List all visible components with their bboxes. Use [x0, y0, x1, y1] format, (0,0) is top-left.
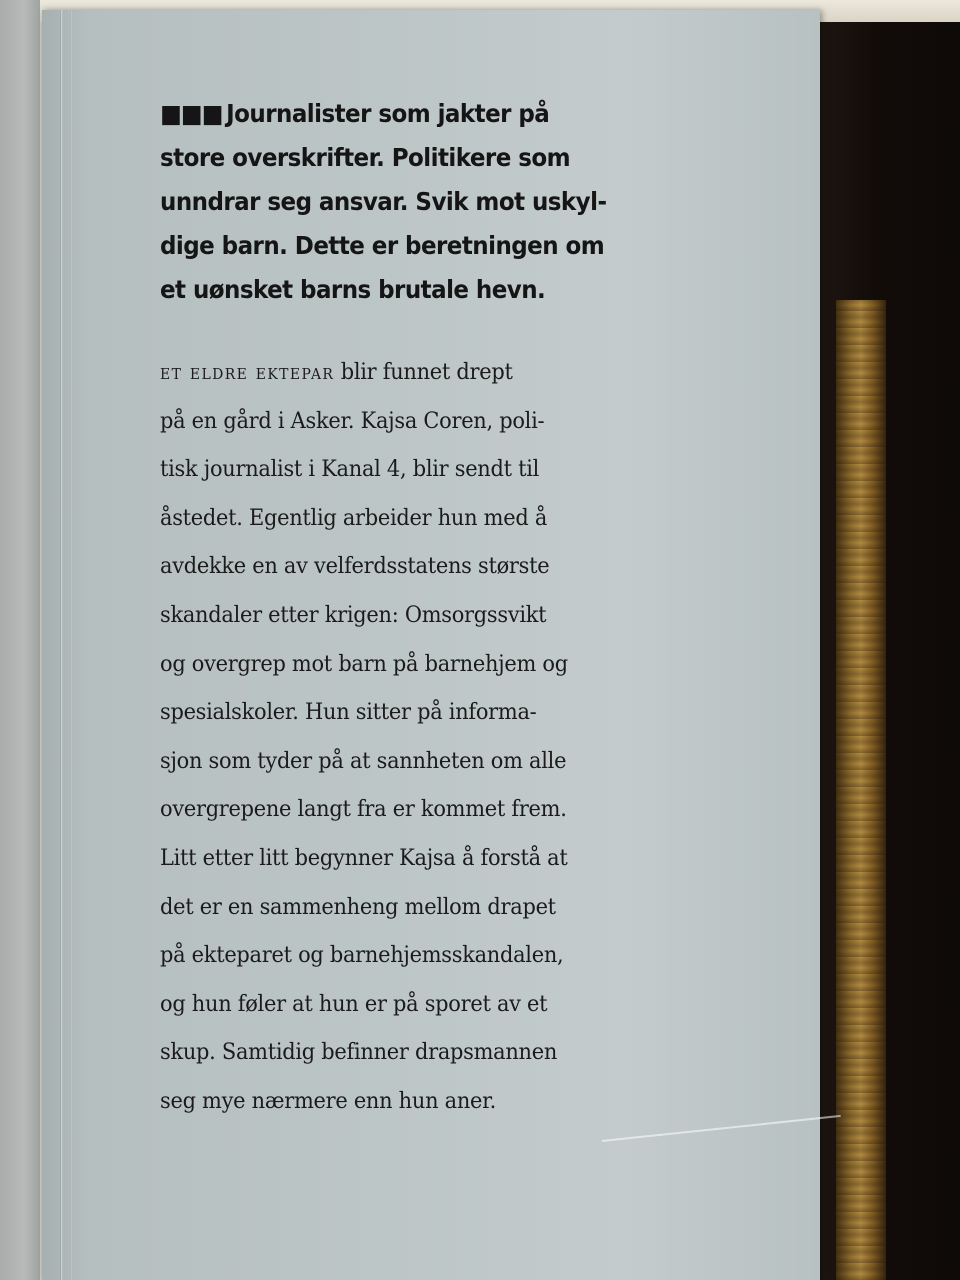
book-spine-edge — [0, 0, 40, 1280]
book-cover-dark — [820, 22, 960, 1280]
synopsis-line: seg mye nærmere enn hun aner. — [160, 1087, 496, 1114]
synopsis-line: tisk journalist i Kanal 4, blir sendt til — [160, 456, 540, 483]
flap-fold-line-inner — [70, 10, 72, 1280]
flap-text — [160, 92, 720, 1126]
lede-line: ■■■ Journalister som jakter på — [160, 99, 550, 128]
square-marks-icon: ■■■ — [160, 99, 223, 128]
synopsis-line: sjon som tyder på at sannheten om alle — [160, 747, 567, 774]
flap-fold-line — [60, 10, 63, 1280]
synopsis-line: på en gård i Asker. Kajsa Coren, poli- — [160, 407, 545, 434]
synopsis-line: skandaler etter krigen: Omsorgssvikt — [160, 601, 547, 628]
synopsis-line: åstedet. Egentlig arbeider hun med å — [160, 504, 548, 531]
lede-line: store overskrifter. Politikere som — [160, 143, 571, 172]
synopsis-line: overgrepene langt fra er kommet frem. — [160, 796, 567, 823]
synopsis-line: på ekteparet og barnehjemsskandalen, — [160, 942, 564, 969]
lede-paragraph — [160, 92, 712, 312]
synopsis-line: spesialskoler. Hun sitter på informa- — [160, 699, 537, 726]
synopsis-line: et eldre ektepar blir funnet drept — [160, 359, 513, 385]
synopsis-line: og hun føler at hun er på sporet av et — [160, 990, 548, 1017]
lede-line: et uønsket barns brutale hevn. — [160, 275, 546, 304]
synopsis-line: avdekke en av velferdsstatens største — [160, 553, 550, 580]
synopsis-line: skup. Samtidig befinner drapsmannen — [160, 1039, 558, 1066]
synopsis-line: det er en sammenheng mellom drapet — [160, 893, 556, 920]
synopsis-line: og overgrep mot barn på barnehjem og — [160, 650, 568, 677]
synopsis-paragraph — [160, 348, 737, 1126]
lede-line: dige barn. Dette er beretningen om — [160, 231, 605, 260]
lead-in-smallcaps: et eldre ektepar — [160, 360, 335, 384]
lede-line: unndrar seg ansvar. Svik mot uskyl- — [160, 187, 607, 216]
synopsis-line: Litt etter litt begynner Kajsa å forstå at — [160, 844, 568, 871]
gold-cover-strip — [836, 300, 886, 1280]
